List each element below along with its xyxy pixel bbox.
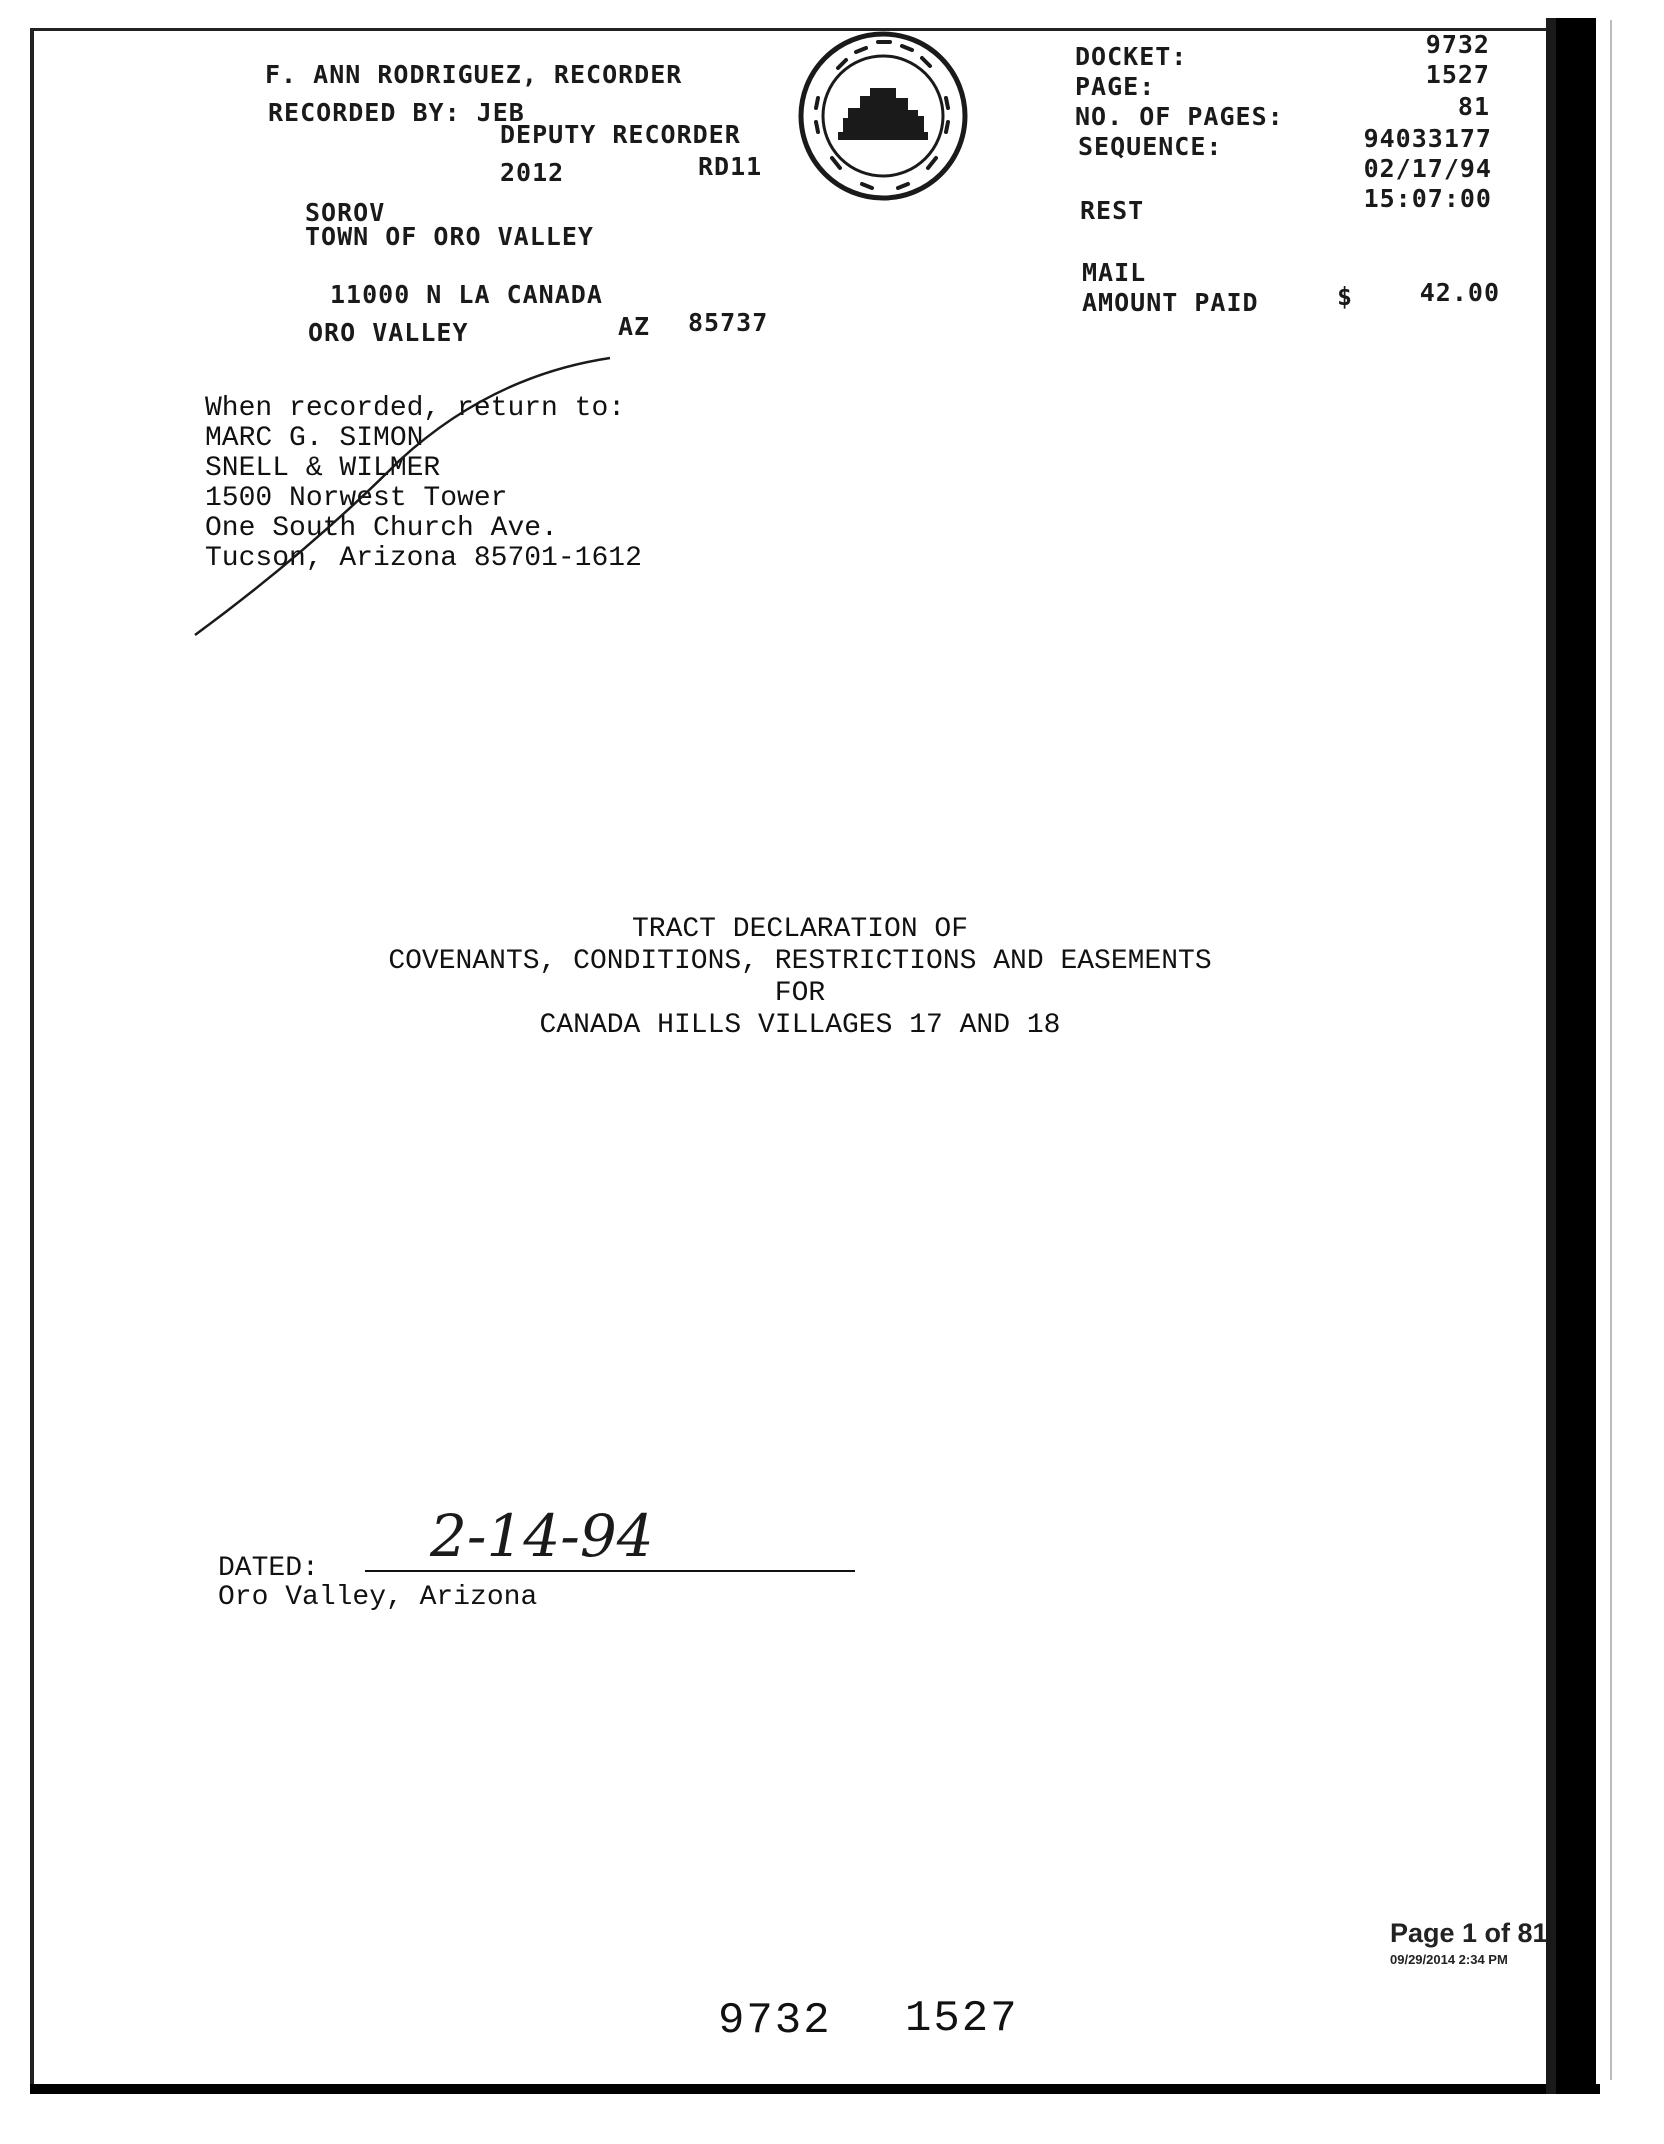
page-border-right: [1556, 18, 1596, 2094]
rest-label: REST: [1080, 196, 1145, 225]
recorder-code-right: RD11: [698, 152, 763, 181]
return-to-building: 1500 Norwest Tower: [205, 483, 508, 514]
return-to-city: Tucson, Arizona 85701-1612: [205, 543, 642, 574]
county-seal-icon: [798, 28, 968, 203]
page-border-left: [30, 28, 34, 2088]
dated-label: DATED:: [218, 1553, 319, 1584]
recorded-time: 15:07:00: [1363, 184, 1492, 213]
footer-page-number: 1527: [905, 1994, 1019, 2044]
return-to-heading: When recorded, return to:: [205, 393, 626, 424]
handwritten-date: 2-14-94: [430, 1502, 654, 1570]
recorded-by: RECORDED BY: JEB: [268, 98, 525, 127]
pen-strike-line: [190, 350, 630, 640]
deputy-recorder: DEPUTY RECORDER: [500, 120, 741, 149]
docket-label: DOCKET:: [1075, 42, 1188, 71]
recorder-code-left: 2012: [500, 158, 565, 187]
footer-docket-number: 9732: [718, 1996, 832, 2046]
return-to-firm: SNELL & WILMER: [205, 453, 441, 484]
amount-paid-value: 42.00: [1419, 278, 1500, 307]
page-label: PAGE:: [1075, 72, 1156, 101]
currency-symbol: $: [1337, 282, 1354, 311]
return-to-street: One South Church Ave.: [205, 513, 558, 544]
sequence-value: 94033177: [1363, 124, 1492, 153]
entity-name: TOWN OF ORO VALLEY: [305, 222, 594, 251]
mail-label: MAIL: [1082, 258, 1147, 287]
recorded-date: 02/17/94: [1363, 154, 1492, 183]
docket-value: 9732: [1425, 30, 1490, 59]
pages-label: NO. OF PAGES:: [1075, 102, 1284, 131]
entity-state: AZ: [618, 312, 651, 341]
sorov-label: SOROV: [305, 198, 386, 227]
entity-zip: 85737: [688, 308, 769, 337]
recorder-name: F. ANN RODRIGUEZ, RECORDER: [265, 60, 683, 89]
document-title-line-4: CANADA HILLS VILLAGES 17 AND 18: [539, 1010, 1061, 1041]
page-edge-strip: [1610, 20, 1612, 2080]
document-title-line-1: TRACT DECLARATION OF: [631, 914, 969, 945]
page-border-right-inner: [1546, 18, 1556, 2094]
pages-value: 81: [1457, 92, 1490, 121]
print-timestamp: 09/29/2014 2:34 PM: [1390, 1952, 1508, 1967]
date-signature-line: [365, 1570, 855, 1572]
sequence-label: SEQUENCE:: [1078, 132, 1223, 161]
amount-paid-label: AMOUNT PAID: [1082, 288, 1259, 317]
return-to-name: MARC G. SIMON: [205, 423, 424, 454]
document-title-line-2: COVENANTS, CONDITIONS, RESTRICTIONS AND EASEMENTS: [388, 946, 1212, 977]
entity-city: ORO VALLEY: [308, 318, 469, 347]
page-of-indicator: Page 1 of 81: [1390, 1918, 1548, 1948]
page-border-bottom: [30, 2084, 1600, 2094]
page-value: 1527: [1425, 60, 1490, 89]
dated-place: Oro Valley, Arizona: [218, 1582, 538, 1613]
entity-street: 11000 N LA CANADA: [330, 280, 603, 309]
document-title-line-3: FOR: [774, 978, 826, 1009]
